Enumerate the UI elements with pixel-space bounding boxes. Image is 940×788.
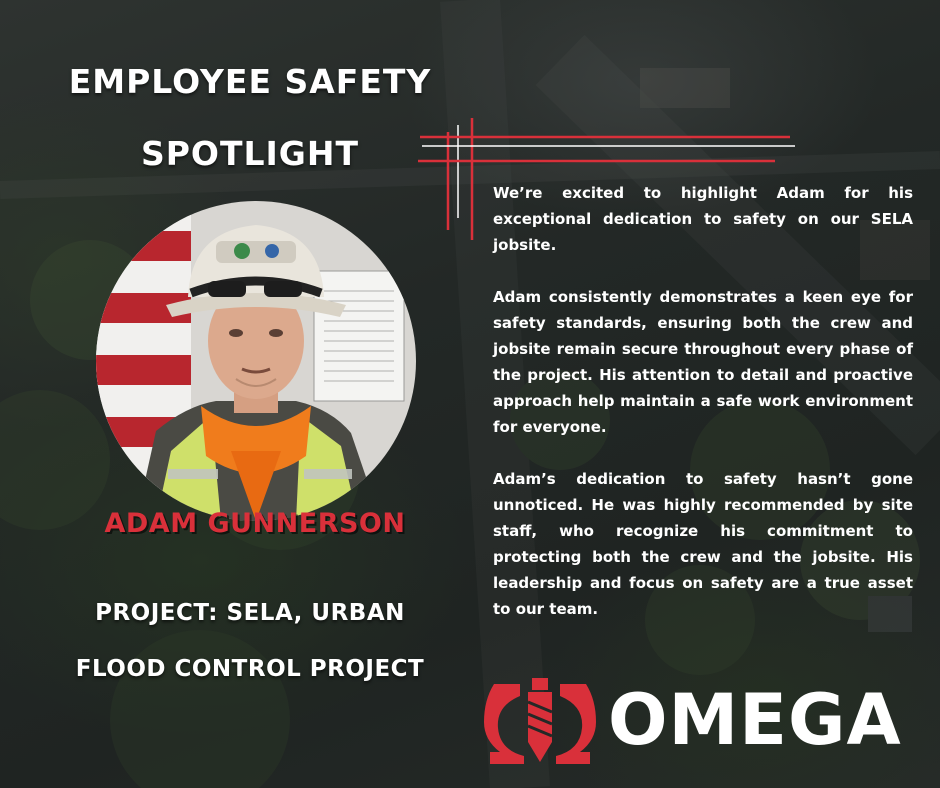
project-line-1: PROJECT: SELA, URBAN — [95, 600, 405, 626]
omega-drill-bit-icon — [480, 676, 600, 768]
headline-line-2: SPOTLIGHT — [140, 134, 360, 173]
paragraph-3: Adam’s dedication to safety hasn’t gone unnoticed. He was highly recommended by site staff, who recognize his commitment to protecting both the crew and the jobsite. His leadership and focus on safety are a true asset to our team. — [493, 470, 913, 618]
headline-line-1: EMPLOYEE SAFETY — [68, 62, 432, 101]
omega-logo — [480, 676, 925, 768]
logo-wordmark: OMEGA — [608, 679, 902, 761]
employee-portrait — [96, 201, 416, 521]
employee-name: ADAM GUNNERSON — [104, 508, 406, 539]
spotlight-description — [493, 180, 913, 648]
paragraph-1: We’re excited to highlight Adam for his exceptional dedication to safety on our SELA jobsite. — [493, 184, 913, 254]
paragraph-2: Adam consistently demonstrates a keen eye for safety standards, ensuring both the crew and jobsite remain secure throughout every phase of the project. His attention to detail and proactive approach help maintain a safe work environment for everyone. — [493, 288, 913, 436]
project-line-2: FLOOD CONTROL PROJECT — [75, 656, 425, 682]
